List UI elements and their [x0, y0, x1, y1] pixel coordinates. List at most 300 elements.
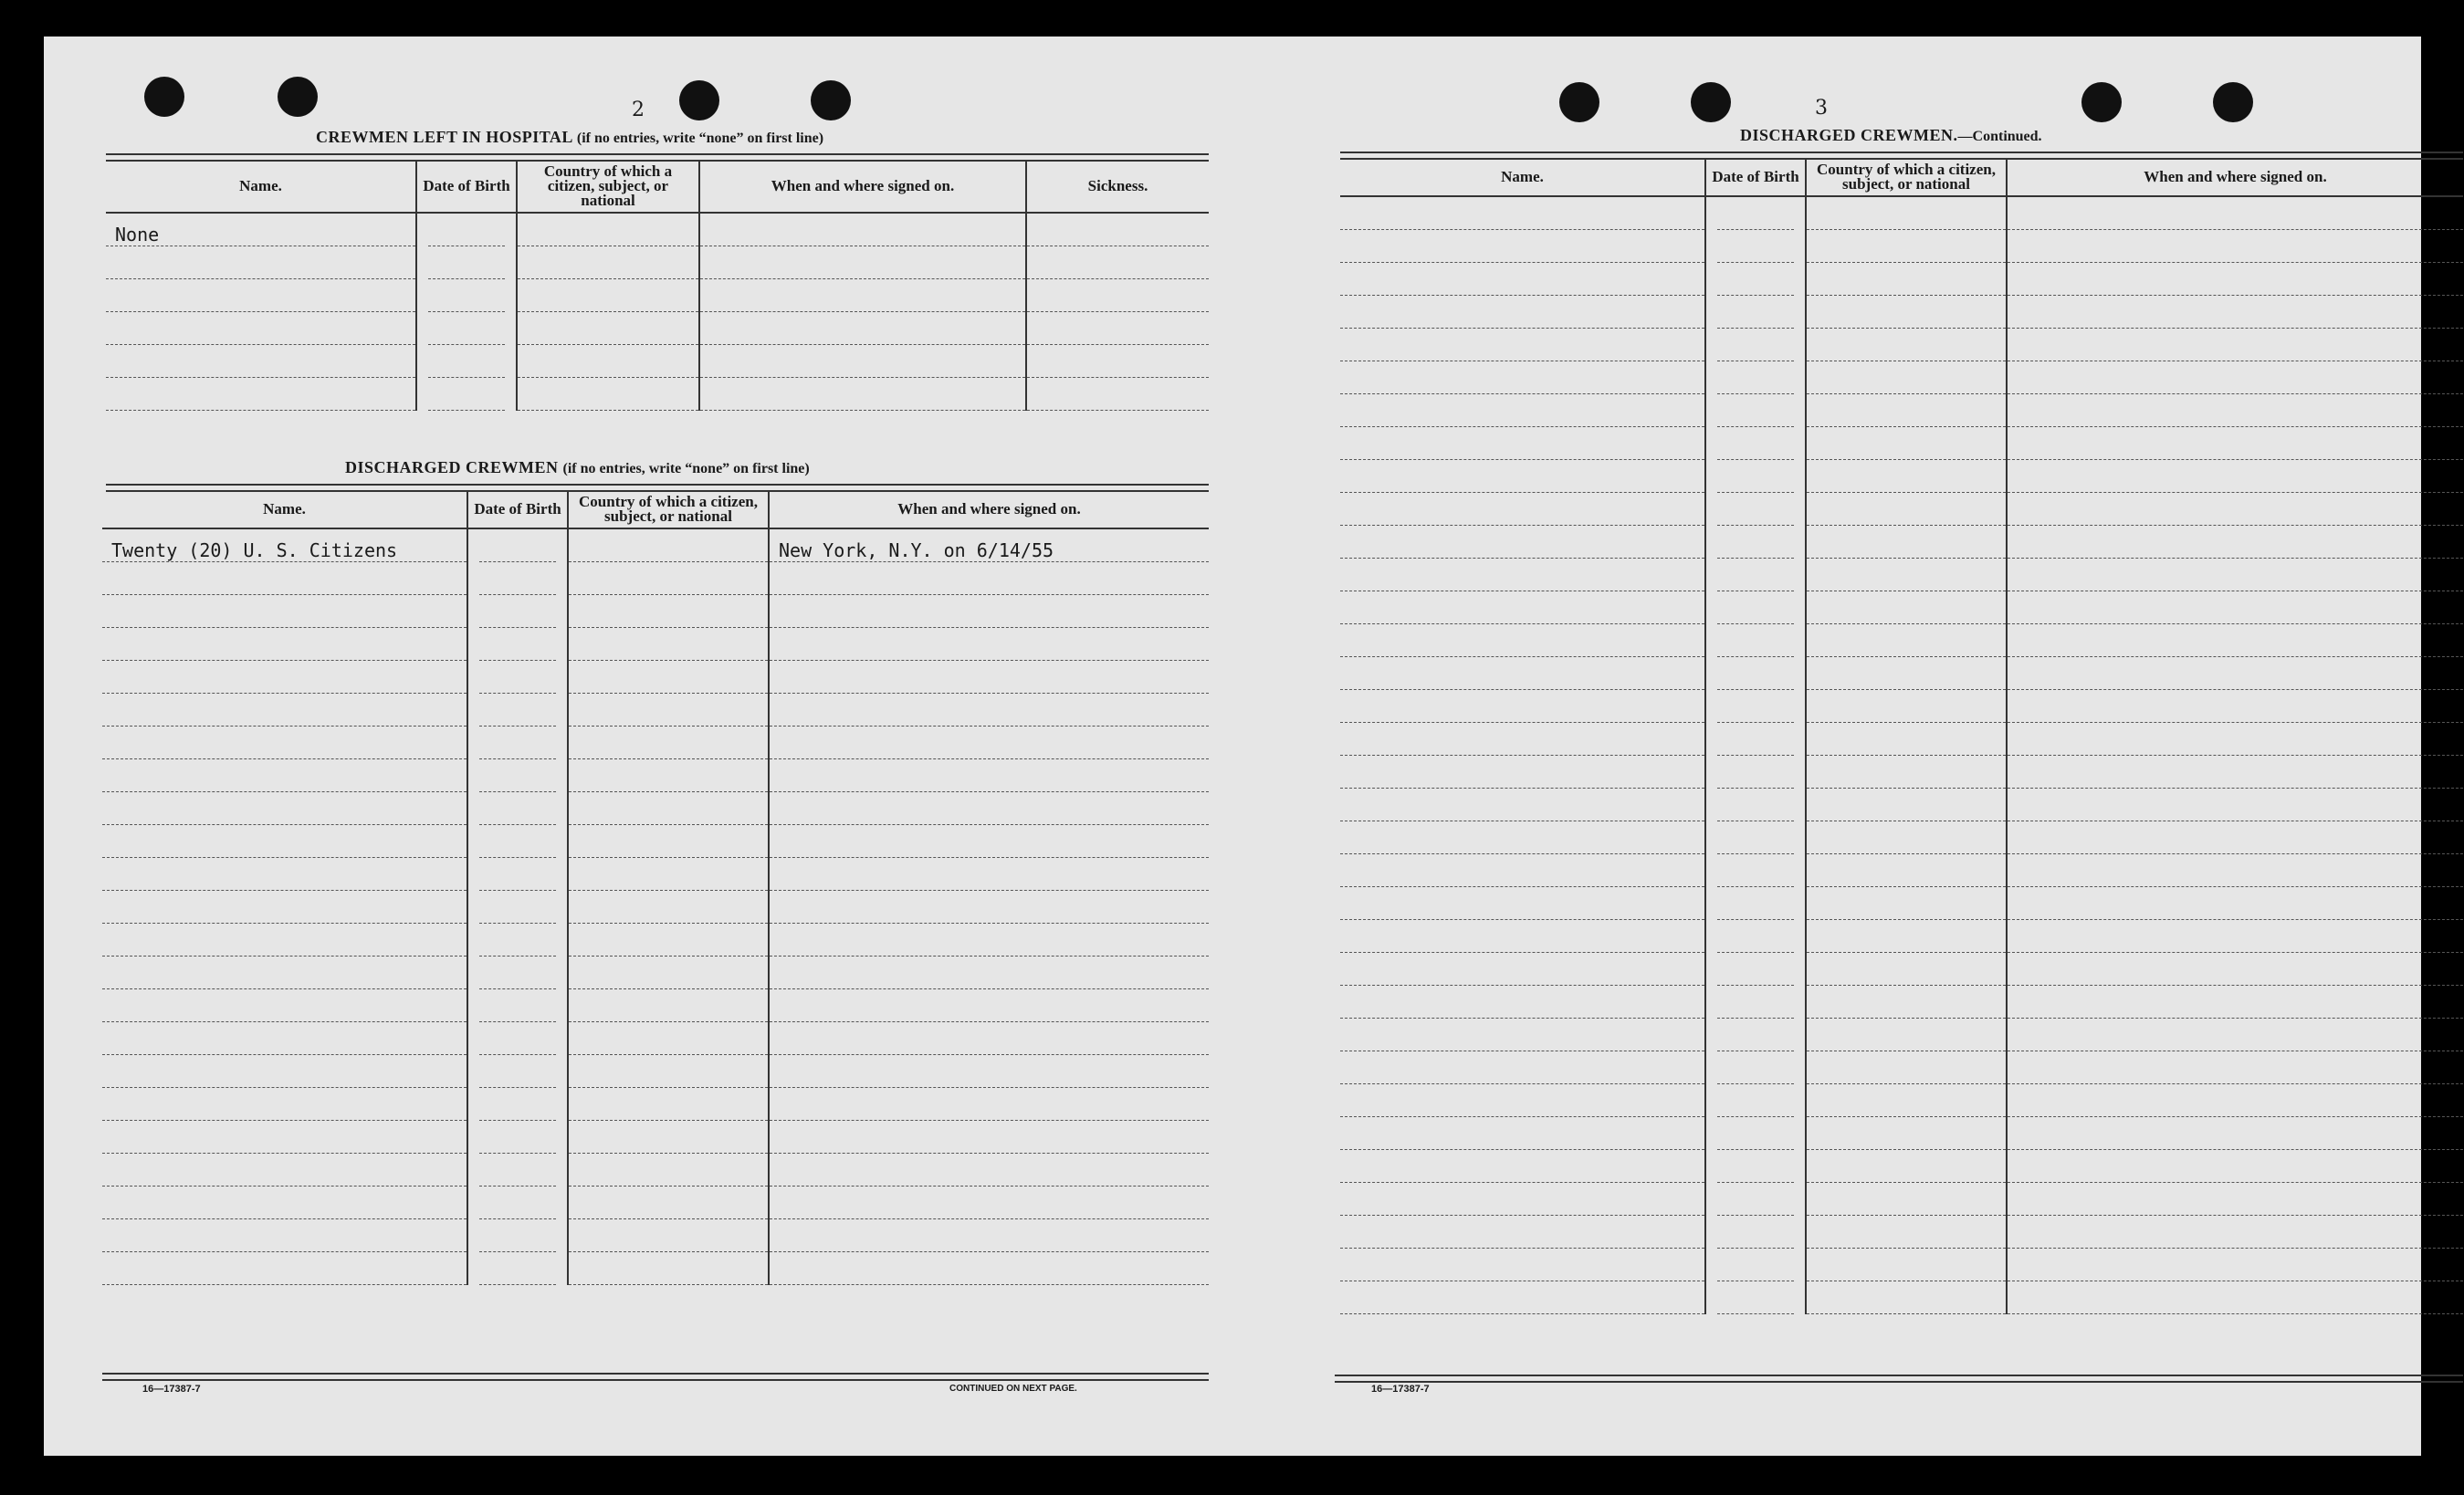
table-cell[interactable]	[2007, 1150, 2463, 1183]
table-cell[interactable]	[102, 891, 467, 924]
table-cell[interactable]	[106, 345, 416, 378]
table-cell[interactable]	[769, 891, 1209, 924]
table-cell[interactable]	[1705, 329, 1806, 361]
table-cell[interactable]	[1340, 887, 1705, 920]
table-cell[interactable]	[1806, 1084, 2007, 1117]
table-cell[interactable]	[1806, 1150, 2007, 1183]
table-cell[interactable]	[769, 1219, 1209, 1252]
table-row	[102, 1022, 1209, 1055]
table-cell[interactable]	[1705, 723, 1806, 756]
table-cell[interactable]	[1340, 196, 1705, 230]
table-cell[interactable]	[416, 279, 517, 312]
table-cell[interactable]	[2007, 723, 2463, 756]
table-cell[interactable]	[467, 891, 568, 924]
table-cell[interactable]	[102, 1154, 467, 1187]
table-cell[interactable]: Twenty (20) U. S. Citizens	[102, 528, 467, 562]
table-cell[interactable]	[2007, 756, 2463, 789]
table-cell[interactable]	[102, 595, 467, 628]
table-cell[interactable]	[1340, 1019, 1705, 1051]
table-cell[interactable]	[699, 246, 1026, 279]
table-cell[interactable]	[699, 345, 1026, 378]
table-cell[interactable]	[1806, 329, 2007, 361]
table-cell[interactable]	[2007, 427, 2463, 460]
table-cell[interactable]	[1705, 361, 1806, 394]
table-cell[interactable]	[1340, 953, 1705, 986]
table-row	[1340, 394, 2463, 427]
table-cell[interactable]	[699, 378, 1026, 411]
table-cell[interactable]	[106, 279, 416, 312]
table-cell[interactable]	[102, 792, 467, 825]
continued-subtitle-text: —Continued.	[1957, 129, 2042, 144]
table-cell[interactable]	[769, 858, 1209, 891]
table-cell[interactable]	[1806, 789, 2007, 821]
table-cell[interactable]	[102, 1055, 467, 1088]
table-cell[interactable]	[769, 1252, 1209, 1285]
table-cell[interactable]	[467, 1154, 568, 1187]
table-cell[interactable]	[568, 858, 769, 891]
table-cell[interactable]	[467, 1219, 568, 1252]
form-number: 16—17387-7	[142, 1384, 201, 1395]
column-header: Country of which a citizen, subject, or national	[1806, 159, 2007, 196]
table-cell[interactable]	[467, 528, 568, 562]
table-row	[106, 213, 1209, 246]
table-cell[interactable]	[1026, 213, 1209, 246]
table-cell[interactable]	[1806, 394, 2007, 427]
table-cell[interactable]	[1340, 1150, 1705, 1183]
table-cell[interactable]	[1705, 559, 1806, 591]
table-cell[interactable]	[467, 759, 568, 792]
table-cell[interactable]	[2007, 657, 2463, 690]
table-cell[interactable]	[1705, 1117, 1806, 1150]
table-cell[interactable]	[2007, 394, 2463, 427]
table-cell[interactable]	[1705, 986, 1806, 1019]
table-cell[interactable]	[769, 792, 1209, 825]
table-cell[interactable]	[1340, 460, 1705, 493]
table-cell[interactable]	[102, 1088, 467, 1121]
table-cell[interactable]	[1705, 460, 1806, 493]
table-cell[interactable]	[1340, 1281, 1705, 1314]
cell-text	[479, 661, 556, 694]
table-cell[interactable]	[1705, 1150, 1806, 1183]
table-cell[interactable]	[1340, 230, 1705, 263]
table-cell[interactable]	[769, 1022, 1209, 1055]
cell-text	[1717, 920, 1794, 953]
table-cell[interactable]	[2007, 887, 2463, 920]
discharged-table	[102, 491, 1209, 1285]
table-cell[interactable]	[1806, 1249, 2007, 1281]
cell-text	[1717, 230, 1794, 263]
table-cell[interactable]	[1340, 821, 1705, 854]
cell-text	[1717, 723, 1794, 756]
table-cell[interactable]	[769, 727, 1209, 759]
table-cell[interactable]	[102, 562, 467, 595]
cell-text	[479, 792, 556, 825]
table-cell[interactable]	[106, 378, 416, 411]
table-cell[interactable]	[2007, 329, 2463, 361]
table-cell[interactable]: None	[106, 213, 416, 246]
table-cell[interactable]	[1705, 624, 1806, 657]
table-cell[interactable]	[102, 858, 467, 891]
table-cell[interactable]	[1806, 427, 2007, 460]
cell-text	[1717, 263, 1794, 296]
double-rule	[102, 1373, 1209, 1381]
table-cell[interactable]	[2007, 296, 2463, 329]
table-cell[interactable]	[568, 628, 769, 661]
table-cell[interactable]	[2007, 1084, 2463, 1117]
table-cell[interactable]	[2007, 920, 2463, 953]
table-cell[interactable]	[102, 1121, 467, 1154]
table-cell[interactable]	[1340, 329, 1705, 361]
table-cell[interactable]	[2007, 526, 2463, 559]
table-cell[interactable]	[1340, 591, 1705, 624]
table-cell[interactable]	[1340, 1117, 1705, 1150]
table-cell[interactable]	[1340, 559, 1705, 591]
table-cell[interactable]	[1340, 920, 1705, 953]
table-cell[interactable]	[699, 279, 1026, 312]
table-cell[interactable]	[1806, 493, 2007, 526]
table-cell[interactable]	[769, 1088, 1209, 1121]
table-row	[102, 924, 1209, 957]
table-cell[interactable]	[1705, 821, 1806, 854]
table-cell[interactable]	[2007, 196, 2463, 230]
table-cell[interactable]	[1340, 1216, 1705, 1249]
table-cell[interactable]	[2007, 1183, 2463, 1216]
table-cell[interactable]	[1705, 1019, 1806, 1051]
table-cell[interactable]	[1340, 526, 1705, 559]
table-cell[interactable]	[699, 312, 1026, 345]
table-cell[interactable]	[1806, 526, 2007, 559]
table-cell[interactable]	[2007, 591, 2463, 624]
table-cell[interactable]	[769, 957, 1209, 989]
table-cell[interactable]	[2007, 624, 2463, 657]
table-cell[interactable]	[2007, 1019, 2463, 1051]
table-cell[interactable]	[1705, 920, 1806, 953]
hospital-subtitle-text: (if no entries, write “none” on first line)	[576, 131, 824, 146]
table-cell[interactable]	[1705, 230, 1806, 263]
table-cell[interactable]	[467, 989, 568, 1022]
table-cell[interactable]	[102, 924, 467, 957]
form-number: 16—17387-7	[1371, 1384, 1430, 1395]
table-cell[interactable]: New York, N.Y. on 6/14/55	[769, 528, 1209, 562]
table-cell[interactable]	[568, 528, 769, 562]
table-cell[interactable]	[102, 628, 467, 661]
table-cell[interactable]	[102, 661, 467, 694]
table-row	[102, 562, 1209, 595]
table-cell[interactable]	[517, 246, 699, 279]
table-cell[interactable]	[769, 1187, 1209, 1219]
table-cell[interactable]	[1705, 394, 1806, 427]
table-cell[interactable]	[1026, 345, 1209, 378]
table-cell[interactable]	[102, 759, 467, 792]
table-cell[interactable]	[1705, 263, 1806, 296]
table-cell[interactable]	[769, 661, 1209, 694]
table-cell[interactable]	[568, 1055, 769, 1088]
table-cell[interactable]	[106, 312, 416, 345]
table-cell[interactable]	[1340, 1249, 1705, 1281]
table-cell[interactable]	[467, 1088, 568, 1121]
table-cell[interactable]	[102, 989, 467, 1022]
table-cell[interactable]	[1026, 378, 1209, 411]
table-cell[interactable]	[1705, 1281, 1806, 1314]
table-cell[interactable]	[1806, 657, 2007, 690]
table-cell[interactable]	[769, 1055, 1209, 1088]
table-cell[interactable]	[467, 1055, 568, 1088]
table-cell[interactable]	[467, 1022, 568, 1055]
table-cell[interactable]	[416, 378, 517, 411]
table-cell[interactable]	[1340, 296, 1705, 329]
table-cell[interactable]	[1705, 1051, 1806, 1084]
table-cell[interactable]	[102, 957, 467, 989]
table-cell[interactable]	[1705, 196, 1806, 230]
table-cell[interactable]	[467, 957, 568, 989]
table-cell[interactable]	[568, 1022, 769, 1055]
table-cell[interactable]	[1340, 690, 1705, 723]
table-row	[1340, 296, 2463, 329]
table-row	[1340, 756, 2463, 789]
table-cell[interactable]	[2007, 953, 2463, 986]
table-cell[interactable]	[2007, 821, 2463, 854]
table-cell[interactable]	[1806, 1117, 2007, 1150]
table-cell[interactable]	[769, 562, 1209, 595]
table-cell[interactable]	[517, 345, 699, 378]
table-row	[102, 595, 1209, 628]
table-cell[interactable]	[517, 213, 699, 246]
table-cell[interactable]	[1806, 1019, 2007, 1051]
table-cell[interactable]	[1705, 526, 1806, 559]
table-cell[interactable]	[1806, 821, 2007, 854]
table-cell[interactable]	[102, 1252, 467, 1285]
table-row	[1340, 230, 2463, 263]
cell-text	[1717, 559, 1794, 591]
table-cell[interactable]	[1340, 789, 1705, 821]
table-cell[interactable]	[106, 246, 416, 279]
table-cell[interactable]	[102, 1022, 467, 1055]
table-cell[interactable]	[568, 825, 769, 858]
table-cell[interactable]	[467, 562, 568, 595]
table-cell[interactable]	[568, 727, 769, 759]
cell-text	[1717, 526, 1794, 559]
table-cell[interactable]	[467, 628, 568, 661]
table-cell[interactable]	[102, 727, 467, 759]
table-cell[interactable]	[1340, 263, 1705, 296]
table-cell[interactable]	[1806, 1216, 2007, 1249]
table-cell[interactable]	[568, 661, 769, 694]
table-cell[interactable]	[1705, 1216, 1806, 1249]
table-cell[interactable]	[1705, 1084, 1806, 1117]
table-cell[interactable]	[769, 694, 1209, 727]
table-cell[interactable]	[1806, 953, 2007, 986]
table-cell[interactable]	[1705, 789, 1806, 821]
table-cell[interactable]	[1340, 493, 1705, 526]
table-cell[interactable]	[1705, 1249, 1806, 1281]
punch-hole	[1691, 82, 1731, 122]
column-header: Sickness.	[1026, 161, 1209, 213]
table-cell[interactable]	[568, 1121, 769, 1154]
table-cell[interactable]	[2007, 1216, 2463, 1249]
table-cell[interactable]	[1806, 920, 2007, 953]
table-cell[interactable]	[1340, 723, 1705, 756]
table-cell[interactable]	[769, 989, 1209, 1022]
table-cell[interactable]	[1705, 887, 1806, 920]
table-cell[interactable]	[568, 1219, 769, 1252]
table-cell[interactable]	[467, 858, 568, 891]
table-cell[interactable]	[1340, 854, 1705, 887]
table-cell[interactable]	[1705, 591, 1806, 624]
table-cell[interactable]	[1340, 624, 1705, 657]
table-cell[interactable]	[769, 759, 1209, 792]
table-cell[interactable]	[568, 595, 769, 628]
table-cell[interactable]	[467, 595, 568, 628]
table-cell[interactable]	[568, 1088, 769, 1121]
table-cell[interactable]	[2007, 361, 2463, 394]
table-cell[interactable]	[1806, 756, 2007, 789]
table-cell[interactable]	[2007, 559, 2463, 591]
table-cell[interactable]	[467, 924, 568, 957]
table-cell[interactable]	[568, 957, 769, 989]
table-cell[interactable]	[1340, 756, 1705, 789]
table-cell[interactable]	[1026, 246, 1209, 279]
table-row	[106, 279, 1209, 312]
table-cell[interactable]	[102, 1187, 467, 1219]
cell-text	[479, 1121, 556, 1154]
table-cell[interactable]	[769, 1154, 1209, 1187]
table-cell[interactable]	[1806, 986, 2007, 1019]
table-cell[interactable]	[2007, 1249, 2463, 1281]
table-cell[interactable]	[2007, 1051, 2463, 1084]
table-row	[1340, 329, 2463, 361]
table-cell[interactable]	[1806, 361, 2007, 394]
table-row	[1340, 526, 2463, 559]
table-cell[interactable]	[1806, 1183, 2007, 1216]
table-cell[interactable]	[1806, 624, 2007, 657]
table-cell[interactable]	[1806, 296, 2007, 329]
table-cell[interactable]	[467, 1252, 568, 1285]
table-cell[interactable]	[102, 825, 467, 858]
cell-text	[1717, 624, 1794, 657]
table-cell[interactable]	[467, 1121, 568, 1154]
table-cell[interactable]	[1705, 953, 1806, 986]
table-cell[interactable]	[517, 378, 699, 411]
table-cell[interactable]	[467, 661, 568, 694]
punch-hole	[1559, 82, 1599, 122]
table-cell[interactable]	[568, 562, 769, 595]
table-cell[interactable]	[1340, 1051, 1705, 1084]
table-cell[interactable]	[2007, 986, 2463, 1019]
table-cell[interactable]	[568, 891, 769, 924]
table-cell[interactable]	[102, 1219, 467, 1252]
table-cell[interactable]	[1340, 1183, 1705, 1216]
table-cell[interactable]	[568, 1187, 769, 1219]
table-cell[interactable]	[467, 825, 568, 858]
table-cell[interactable]	[568, 924, 769, 957]
table-row	[106, 378, 1209, 411]
table-cell[interactable]	[1705, 1183, 1806, 1216]
table-cell[interactable]	[568, 759, 769, 792]
table-cell[interactable]	[1340, 427, 1705, 460]
cell-text	[479, 727, 556, 759]
table-cell[interactable]	[1705, 756, 1806, 789]
table-cell[interactable]	[1806, 887, 2007, 920]
table-cell[interactable]	[467, 694, 568, 727]
table-cell[interactable]	[416, 312, 517, 345]
table-cell[interactable]	[1806, 196, 2007, 230]
table-cell[interactable]	[2007, 1117, 2463, 1150]
table-cell[interactable]	[1806, 230, 2007, 263]
table-cell[interactable]	[1806, 723, 2007, 756]
table-cell[interactable]	[416, 246, 517, 279]
hospital-title-text: CREWMEN LEFT IN HOSPITAL	[316, 128, 572, 146]
table-cell[interactable]	[517, 279, 699, 312]
cell-text	[428, 312, 505, 345]
table-cell[interactable]	[1340, 657, 1705, 690]
table-cell[interactable]	[1340, 361, 1705, 394]
table-cell[interactable]	[2007, 690, 2463, 723]
table-cell[interactable]	[1806, 854, 2007, 887]
table-cell[interactable]	[2007, 854, 2463, 887]
table-cell[interactable]	[1806, 591, 2007, 624]
table-cell[interactable]	[568, 989, 769, 1022]
table-cell[interactable]	[2007, 789, 2463, 821]
table-cell[interactable]	[568, 1154, 769, 1187]
table-cell[interactable]	[769, 1121, 1209, 1154]
table-cell[interactable]	[102, 694, 467, 727]
table-cell[interactable]	[2007, 460, 2463, 493]
table-cell[interactable]	[1806, 1051, 2007, 1084]
table-cell[interactable]	[467, 727, 568, 759]
table-cell[interactable]	[416, 345, 517, 378]
table-cell[interactable]	[2007, 1281, 2463, 1314]
table-cell[interactable]	[1705, 854, 1806, 887]
table-cell[interactable]	[1026, 279, 1209, 312]
table-cell[interactable]	[769, 825, 1209, 858]
table-cell[interactable]	[2007, 230, 2463, 263]
table-cell[interactable]	[699, 213, 1026, 246]
table-cell[interactable]	[2007, 493, 2463, 526]
table-cell[interactable]	[1806, 690, 2007, 723]
table-cell[interactable]	[517, 312, 699, 345]
cell-text	[1717, 756, 1794, 789]
table-cell[interactable]	[1806, 460, 2007, 493]
table-cell[interactable]	[769, 595, 1209, 628]
table-cell[interactable]	[1340, 394, 1705, 427]
table-cell[interactable]	[2007, 263, 2463, 296]
table-cell[interactable]	[1340, 1084, 1705, 1117]
table-cell[interactable]	[1705, 493, 1806, 526]
table-cell[interactable]	[1806, 1281, 2007, 1314]
table-row	[102, 957, 1209, 989]
table-cell[interactable]	[467, 792, 568, 825]
table-cell[interactable]	[1806, 559, 2007, 591]
table-cell[interactable]	[1705, 690, 1806, 723]
table-cell[interactable]	[1705, 296, 1806, 329]
table-cell[interactable]	[568, 694, 769, 727]
cell-text	[479, 825, 556, 858]
cell-text	[479, 957, 556, 989]
table-cell[interactable]	[769, 628, 1209, 661]
table-cell[interactable]	[467, 1187, 568, 1219]
table-cell[interactable]	[568, 792, 769, 825]
table-cell[interactable]	[416, 213, 517, 246]
table-cell[interactable]	[1340, 986, 1705, 1019]
table-cell[interactable]	[1806, 263, 2007, 296]
table-cell[interactable]	[769, 924, 1209, 957]
table-cell[interactable]	[1705, 657, 1806, 690]
table-cell[interactable]	[1705, 427, 1806, 460]
cell-text	[479, 891, 556, 924]
table-cell[interactable]	[1026, 312, 1209, 345]
table-cell[interactable]	[568, 1252, 769, 1285]
discharged-subtitle-text: (if no entries, write “none” on first line)	[562, 461, 810, 476]
